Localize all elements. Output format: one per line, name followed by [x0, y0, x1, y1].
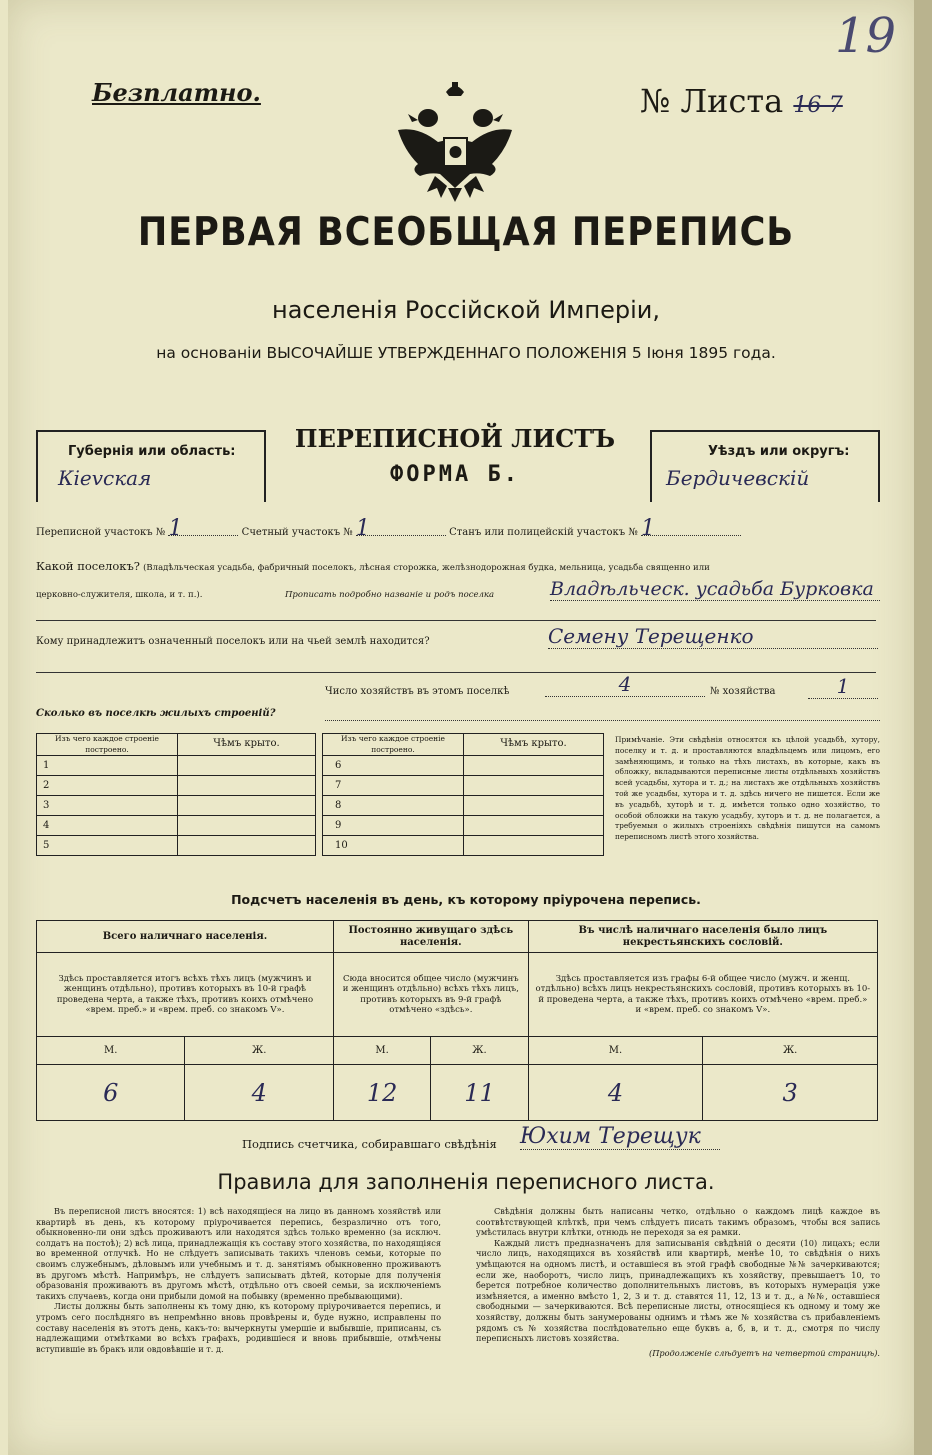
- count-desc-non-peasant: Здѣсь проставляется изъ графы 6-й общее число (мужч. и женщ. отдѣльно) всѣхъ лицъ некрестьянскихъ сословій, противъ которыхъ въ 10-й проведена черта, а также тѣхъ, противъ коихъ отмѣчено «врем. преб.» и «врем. преб. со знакомъ V».: [528, 953, 877, 1037]
- building-row-number: 7: [323, 776, 464, 796]
- count-district-value[interactable]: 1: [356, 523, 446, 536]
- building-roof-cell[interactable]: [178, 796, 316, 816]
- settlement-hint-2: церковно-служителя, школа, и т. п.).: [36, 590, 203, 600]
- settlement-instruction: Прописать подробно названіе и родъ поселка: [285, 590, 495, 600]
- settlement-row: [36, 560, 876, 574]
- buildings-col-material: Изъ чего каждое строеніе построено.: [323, 734, 464, 756]
- building-row-number: 2: [37, 776, 178, 796]
- building-row-number: 4: [37, 816, 178, 836]
- continued-note: (Продолженіе слѣдуетъ на четвертой страницѣ).: [649, 1347, 880, 1358]
- buildings-col-roof: Чѣмъ крыто.: [178, 734, 316, 756]
- buildings-line: [325, 720, 880, 721]
- count-desc-permanent: Сюда вносится общее число (мужчинъ и женщинъ отдѣльно) всѣхъ тѣхъ лицъ, противъ которыхъ въ 9-й графѣ отмѣчено «здѣсь».: [333, 953, 528, 1037]
- document-title: ПЕРВАЯ ВСЕОБЩАЯ ПЕРЕПИСЬ: [137, 210, 795, 255]
- uezd-value[interactable]: Бердичевскій: [666, 466, 810, 490]
- settlement-value[interactable]: Владѣльческ. усадьба Бурковка: [550, 578, 880, 601]
- building-roof-cell[interactable]: [464, 776, 604, 796]
- rules-right-column: [476, 1206, 880, 1358]
- buildings-col-material: Изъ чего каждое строеніе построено.: [37, 734, 178, 756]
- count-header-non-peasant: Въ числѣ наличнаго населенія было лицъ некрестьянскихъ сословій.: [528, 921, 877, 953]
- census-district-label: Переписной участокъ №: [36, 527, 166, 538]
- building-row-number: 5: [37, 836, 178, 856]
- buildings-table-right: [322, 733, 604, 856]
- household-no-label: № хозяйства: [710, 686, 776, 697]
- uezd-box: [650, 430, 880, 502]
- buildings-label: Сколько въ поселкѣ жилыхъ строеній?: [36, 708, 276, 719]
- building-roof-cell[interactable]: [464, 796, 604, 816]
- building-row-number: 6: [323, 756, 464, 776]
- count-desc-total: Здѣсь проставляется итогъ всѣхъ тѣхъ лицъ (мужчинъ и женщинъ отдѣльно), противъ которыхъ въ 10-й графѣ проведена черта, а также тѣхъ, противъ коихъ отмѣчено «врем. преб.» и «врем. преб. со знакомъ V».: [37, 953, 334, 1037]
- count-col-male: М.: [333, 1037, 430, 1065]
- sheet-number-label: № Листа: [640, 82, 784, 120]
- rules-right-paragraph-2: Каждый листъ предназначенъ для записыванія свѣдѣній о десяти (10) лицахъ; если число лицъ, находящихся въ хозяйствѣ или квартирѣ, менѣе 10, то свѣдѣнія о нихъ умѣщаются на одномъ листѣ, и оставшіеся въ этой графѣ свободные №№ зачеркиваются; если же, наоборотъ, число лицъ, принадлежащихъ къ хозяйству, превышаетъ 10, то берется потребное количество дополнительныхъ листовъ, въ которыхъ нумерація уже измѣняется, а именно вмѣсто 1, 2, 3 и т. д. ставятся 11, 12, 13 и т. д., а №№, оставшіеся свободными — зачеркиваются. Всѣ переписные листы, относящіеся къ одному и тому же хозяйству, должны быть занумерованы однимъ и тѣмъ же № хозяйства съ прибавленіемъ рядомъ съ № хозяйства послѣдовательно еще буквъ а, б, в, и т. д., смотря по числу переписныхъ листовъ хозяйства.: [476, 1237, 880, 1344]
- building-row-number: 9: [323, 816, 464, 836]
- building-roof-cell[interactable]: [464, 836, 604, 856]
- count-value-total-female[interactable]: 4: [185, 1065, 333, 1121]
- count-value-non-peasant-female[interactable]: 3: [703, 1065, 878, 1121]
- building-roof-cell[interactable]: [464, 756, 604, 776]
- count-col-male: М.: [37, 1037, 185, 1065]
- owner-value[interactable]: Семену Терещенко: [548, 624, 878, 649]
- count-value-permanent-female[interactable]: 11: [431, 1065, 528, 1121]
- free-label: Безплатно.: [92, 78, 261, 107]
- census-district-value[interactable]: 1: [168, 523, 238, 536]
- district-row: [36, 516, 876, 541]
- buildings-table-left: [36, 733, 316, 856]
- building-row-number: 8: [323, 796, 464, 816]
- count-header-permanent: Постоянно живущаго здѣсь населенія.: [333, 921, 528, 953]
- count-value-permanent-male[interactable]: 12: [333, 1065, 430, 1121]
- legal-basis: на основаніи ВЫСОЧАЙШЕ УТВЕРЖДЕННАГО ПОЛОЖЕНІЯ 5 Іюня 1895 года.: [156, 344, 776, 362]
- gubernia-label: Губернія или область:: [68, 444, 236, 459]
- households-label: Число хозяйствъ въ этомъ поселкѣ: [325, 686, 510, 697]
- rules-left-paragraph-1: Въ переписной листъ вносятся: 1) всѣ находящіеся на лицо въ данномъ хозяйствѣ или квартирѣ въ день, къ которому пріурочивается перепись, безразлично отъ того, обыкновенно-ли они здѣсь проживаютъ или находятся здѣсь только временно (за исключ. солдатъ на постоѣ); 2) всѣ лица, принадлежащія къ составу этого хозяйства, по находящіяся во временной отлучкѣ. Но не слѣдуетъ записывать такихъ членовъ семьи, которые по своимъ служебнымъ, дѣловымъ или учебнымъ и т. д. занятіямъ обыкновенно проживаютъ въ другомъ мѣстѣ. Напримѣръ, не слѣдуетъ записывать дѣтей, которые для полученія образованія проживаютъ въ другомъ мѣстѣ, отдѣльно отъ своей семьи, за исключеніемъ такихъ случаевъ, когда они прибыли домой на побывку (временно пребывающими).: [36, 1206, 441, 1301]
- population-count-table: [36, 920, 878, 1121]
- building-row-number: 3: [37, 796, 178, 816]
- settlement-hint: (Владѣльческая усадьба, фабричный поселокъ, лѣсная сторожка, желѣзнодорожная будка, мельница, усадьба священно или: [143, 563, 710, 573]
- building-roof-cell[interactable]: [178, 776, 316, 796]
- household-no-value[interactable]: 1: [808, 674, 878, 699]
- signature-value[interactable]: Юхим Терещук: [520, 1124, 720, 1150]
- imperial-eagle-emblem: [388, 80, 523, 205]
- building-roof-cell[interactable]: [464, 816, 604, 836]
- settlement-label: Какой поселокъ?: [36, 559, 140, 573]
- count-col-female: Ж.: [703, 1037, 878, 1065]
- count-district-label: Счетный участокъ №: [241, 527, 353, 538]
- page-number: 19: [835, 8, 897, 64]
- count-col-female: Ж.: [185, 1037, 333, 1065]
- form-label: ФОРМА Б.: [390, 462, 520, 487]
- stan-value[interactable]: 1: [641, 523, 741, 536]
- owner-line: [36, 672, 876, 673]
- count-col-female: Ж.: [431, 1037, 528, 1065]
- building-row-number: 10: [323, 836, 464, 856]
- count-value-total-male[interactable]: 6: [37, 1065, 185, 1121]
- buildings-note: Примѣчаніе. Эти свѣдѣнія относятся къ цѣлой усадьбѣ, хутору, поселку и т. д. и проставляются владѣльцемъ или лицомъ, его замѣняющимъ, и только на тѣхъ листахъ, въ которые, какъ въ обложку, вкладываются переписные листы отдѣльныхъ хозяйствъ всей усадьбы, хутора и т. д.; на листахъ же отдѣльныхъ хозяйствъ той же усадьбы, хутора и т. д. здѣсь ничего не пишется. Если же въ усадьбѣ, хуторѣ и т. д. имѣется только одно хозяйство, то особой обложки на такую усадьбу, хуторъ и т. д. не полагается, а требуемыя о жилыхъ строеніяхъ свѣдѣнія пишутся на самомъ переписномъ листѣ этого хозяйства.: [615, 735, 880, 842]
- buildings-col-roof: Чѣмъ крыто.: [464, 734, 604, 756]
- gubernia-box: [36, 430, 266, 502]
- form-name: ПЕРЕПИСНОЙ ЛИСТЪ: [294, 424, 616, 453]
- building-roof-cell[interactable]: [178, 836, 316, 856]
- sheet-number: [640, 82, 843, 120]
- rules-left-column: [36, 1206, 441, 1354]
- rules-left-paragraph-2: Листы должны быть заполнены къ тому дню, къ которому пріурочивается перепись, и утромъ сего послѣдняго въ непремѣнно вновь провѣрены и, буде нужно, исправлены по составу населенія въ этотъ день, какъ-то: вычеркнуты умершіе и выбывшіе, приписаны, съ надлежащими отмѣтками во всѣхъ графахъ, родившіеся и вновь прибывшіе, отмѣчены вступившіе въ бракъ или овдовѣвшіе и т. д.: [36, 1301, 441, 1354]
- population-count-heading: Подсчетъ населенія въ день, къ которому пріурочена перепись.: [231, 892, 701, 907]
- building-roof-cell[interactable]: [178, 756, 316, 776]
- rules-right-paragraph-1: Свѣдѣнія должны быть написаны четко, отдѣльно о каждомъ лицѣ каждое въ соотвѣтствующей клѣткѣ, при чемъ слѣдуетъ писать такимъ образомъ, чтобы вся запись умѣстилась внутри клѣтки, отнюдь не переходя за ея рамки.: [476, 1206, 880, 1238]
- building-roof-cell[interactable]: [178, 816, 316, 836]
- count-value-non-peasant-male[interactable]: 4: [528, 1065, 703, 1121]
- building-row-number: 1: [37, 756, 178, 776]
- document-subtitle: населенія Россійской Имперіи,: [272, 296, 660, 324]
- count-header-total: Всего наличнаго населенія.: [37, 921, 334, 953]
- uezd-label: Уѣздъ или округъ:: [708, 444, 850, 459]
- sheet-number-value: 16-7: [793, 93, 843, 118]
- owner-label: Кому принадлежитъ означенный поселокъ или на чьей землѣ находится?: [36, 636, 430, 647]
- households-value[interactable]: 4: [545, 672, 705, 697]
- rules-heading: Правила для заполненія переписного листа.: [217, 1170, 715, 1194]
- stan-label: Станъ или полицейскій участокъ №: [449, 527, 638, 538]
- gubernia-value[interactable]: Кievская: [58, 466, 152, 490]
- signature-label: Подпись счетчика, собиравшаго свѣдѣнія: [242, 1137, 497, 1151]
- settlement-line: [36, 620, 876, 621]
- count-col-male: М.: [528, 1037, 703, 1065]
